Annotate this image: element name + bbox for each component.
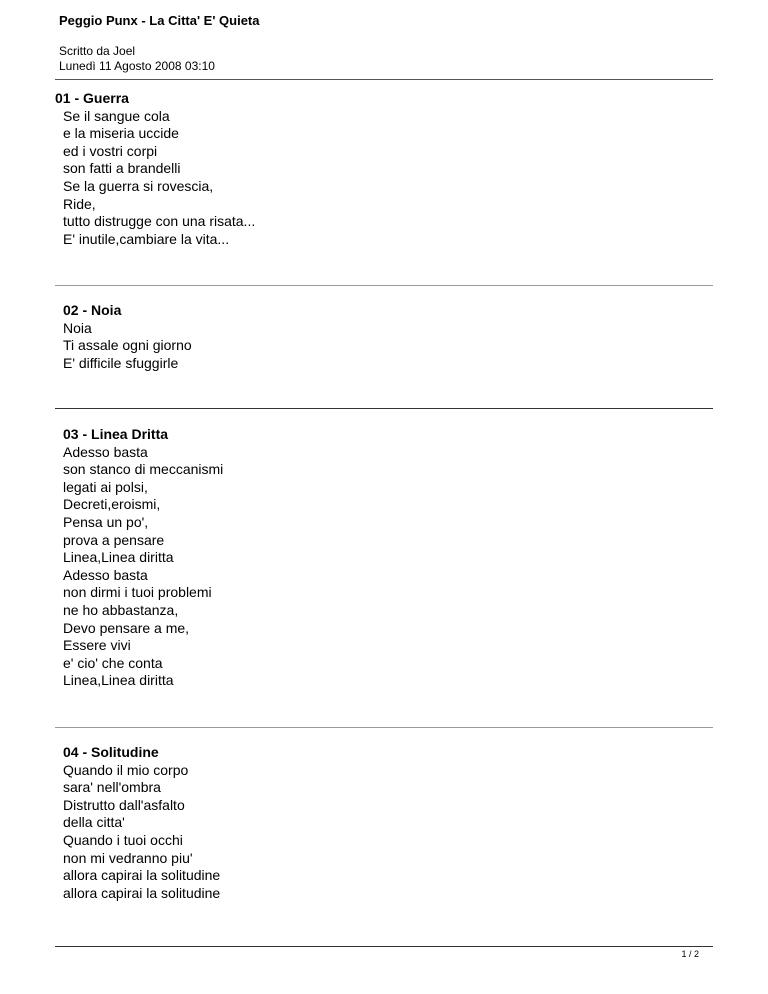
lyric-line: Essere vivi: [63, 637, 131, 654]
lyric-line: Linea,Linea diritta: [63, 549, 174, 566]
page-number: 1 / 2: [681, 949, 699, 959]
lyric-line: Adesso basta: [63, 443, 148, 460]
lyric-line: Pensa un po',: [63, 513, 149, 530]
lyric-line: Adesso basta: [63, 566, 148, 583]
lyric-line: E' inutile,cambiare la vita...: [63, 230, 230, 247]
song-lyrics: [63, 444, 223, 690]
lyric-line: Noia: [63, 319, 92, 336]
song-title: 03 - Linea Dritta: [63, 426, 169, 442]
lyric-line: ed i vostri corpi: [63, 142, 158, 159]
lyric-line: ne ho abbastanza,: [63, 601, 179, 618]
lyric-line: Se il sangue cola: [63, 107, 170, 124]
lyric-line: non dirmi i tuoi problemi: [63, 584, 212, 601]
lyric-line: della citta': [63, 814, 125, 831]
lyric-line: Devo pensare a me,: [63, 619, 190, 636]
song-title: 04 - Solitudine: [63, 744, 159, 760]
lyric-line: prova a pensare: [63, 531, 165, 548]
song-lyrics: [63, 320, 192, 373]
lyric-line: Linea,Linea diritta: [63, 672, 174, 689]
document-meta: [59, 44, 215, 74]
lyric-line: Distrutto dall'asfalto: [63, 796, 185, 813]
lyric-line: Se la guerra si rovescia,: [63, 177, 214, 194]
lyric-line: son fatti a brandelli: [63, 160, 181, 177]
header-divider: [55, 79, 713, 80]
section-divider: [55, 285, 713, 286]
song-lyrics: [55, 108, 255, 249]
lyric-line: Ti assale ogni giorno: [63, 337, 192, 354]
song-title: 02 - Noia: [63, 302, 122, 318]
date-line: Lunedì 11 Agosto 2008 03:10: [59, 59, 215, 73]
lyric-line: Quando i tuoi occhi: [63, 831, 183, 848]
lyric-line: legati ai polsi,: [63, 478, 148, 495]
lyric-line: e' cio' che conta: [63, 654, 163, 671]
lyric-line: non mi vedranno piu': [63, 849, 193, 866]
song-section: [55, 90, 255, 248]
song-section: [63, 302, 192, 372]
lyric-line: e la miseria uccide: [63, 125, 179, 142]
footer-divider: [55, 946, 713, 947]
lyric-line: son stanco di meccanismi: [63, 461, 224, 478]
song-title: 01 - Guerra: [55, 90, 129, 106]
lyric-line: allora capirai la solitudine: [63, 867, 221, 884]
lyric-line: allora capirai la solitudine: [63, 884, 221, 901]
lyric-line: sara' nell'ombra: [63, 779, 161, 796]
lyric-line: Ride,: [63, 195, 96, 212]
lyric-line: Decreti,eroismi,: [63, 496, 161, 513]
section-divider: [55, 727, 713, 728]
section-divider: [55, 408, 713, 409]
document-title: Peggio Punx - La Citta' E' Quieta: [59, 13, 260, 28]
song-section: [63, 426, 223, 690]
lyric-line: Quando il mio corpo: [63, 761, 189, 778]
song-section: [63, 744, 220, 902]
lyric-line: tutto distrugge con una risata...: [63, 213, 256, 230]
author-line: Scritto da Joel: [59, 44, 136, 58]
lyric-line: E' difficile sfuggirle: [63, 354, 179, 371]
song-lyrics: [63, 762, 220, 903]
